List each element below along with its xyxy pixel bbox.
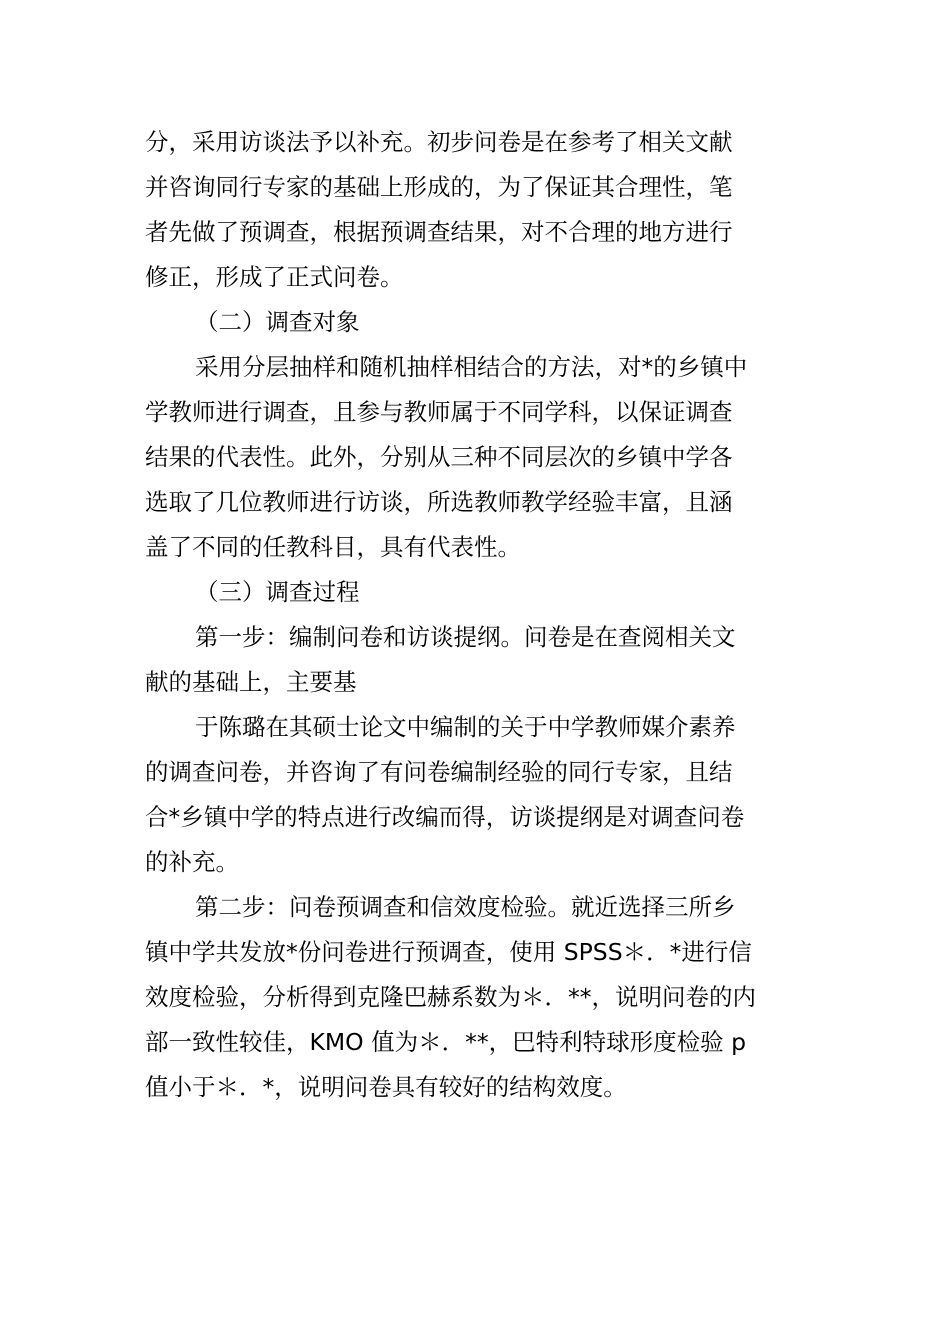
text-line: 学教师进行调查，且参与教师属于不同学科，以保证调查 [145, 398, 733, 426]
text-line: 修正，形成了正式问卷。 [145, 263, 404, 291]
text-line: 镇中学共发放*份问卷进行预调查，使用 SPSS＊．*进行信 [145, 938, 752, 966]
text-line: 值小于＊．*，说明问卷具有较好的结构效度。 [145, 1073, 627, 1101]
text-line: 结果的代表性。此外，分别从三种不同层次的乡镇中学各 [145, 443, 733, 471]
text-line: 采用分层抽样和随机抽样相结合的方法，对*的乡镇中 [195, 353, 748, 381]
text-line: 合*乡镇中学的特点进行改编而得，访谈提纲是对调查问卷 [145, 803, 745, 831]
text-line: 盖了不同的任教科目，具有代表性。 [145, 533, 521, 561]
section-heading: （三）调查过程 [195, 578, 360, 606]
text-line: 于陈璐在其硕士论文中编制的关于中学教师媒介素养 [195, 713, 736, 741]
text-line: 选取了几位教师进行访谈，所选教师教学经验丰富，且涵 [145, 488, 733, 516]
text-line: 者先做了预调查，根据预调查结果，对不合理的地方进行 [145, 218, 733, 246]
text-line: 的补充。 [145, 848, 239, 876]
text-line: 分，采用访谈法予以补充。初步问卷是在参考了相关文献 [145, 128, 733, 156]
text-line: 的调查问卷，并咨询了有问卷编制经验的同行专家，且结 [145, 758, 733, 786]
text-line: 并咨询同行专家的基础上形成的，为了保证其合理性，笔 [145, 173, 733, 201]
text-line: 第一步：编制问卷和访谈提纲。问卷是在查阅相关文 [195, 623, 736, 651]
text-line: 部一致性较佳，KMO 值为＊．**，巴特利特球形度检验 p [145, 1028, 747, 1056]
document-body [145, 120, 805, 1110]
text-line: 献的基础上，主要基 [145, 668, 357, 696]
text-line: 效度检验，分析得到克隆巴赫系数为＊．**，说明问卷的内 [145, 983, 756, 1011]
section-heading: （二）调查对象 [195, 308, 360, 336]
text-line: 第二步：问卷预调查和信效度检验。就近选择三所乡 [195, 893, 736, 921]
